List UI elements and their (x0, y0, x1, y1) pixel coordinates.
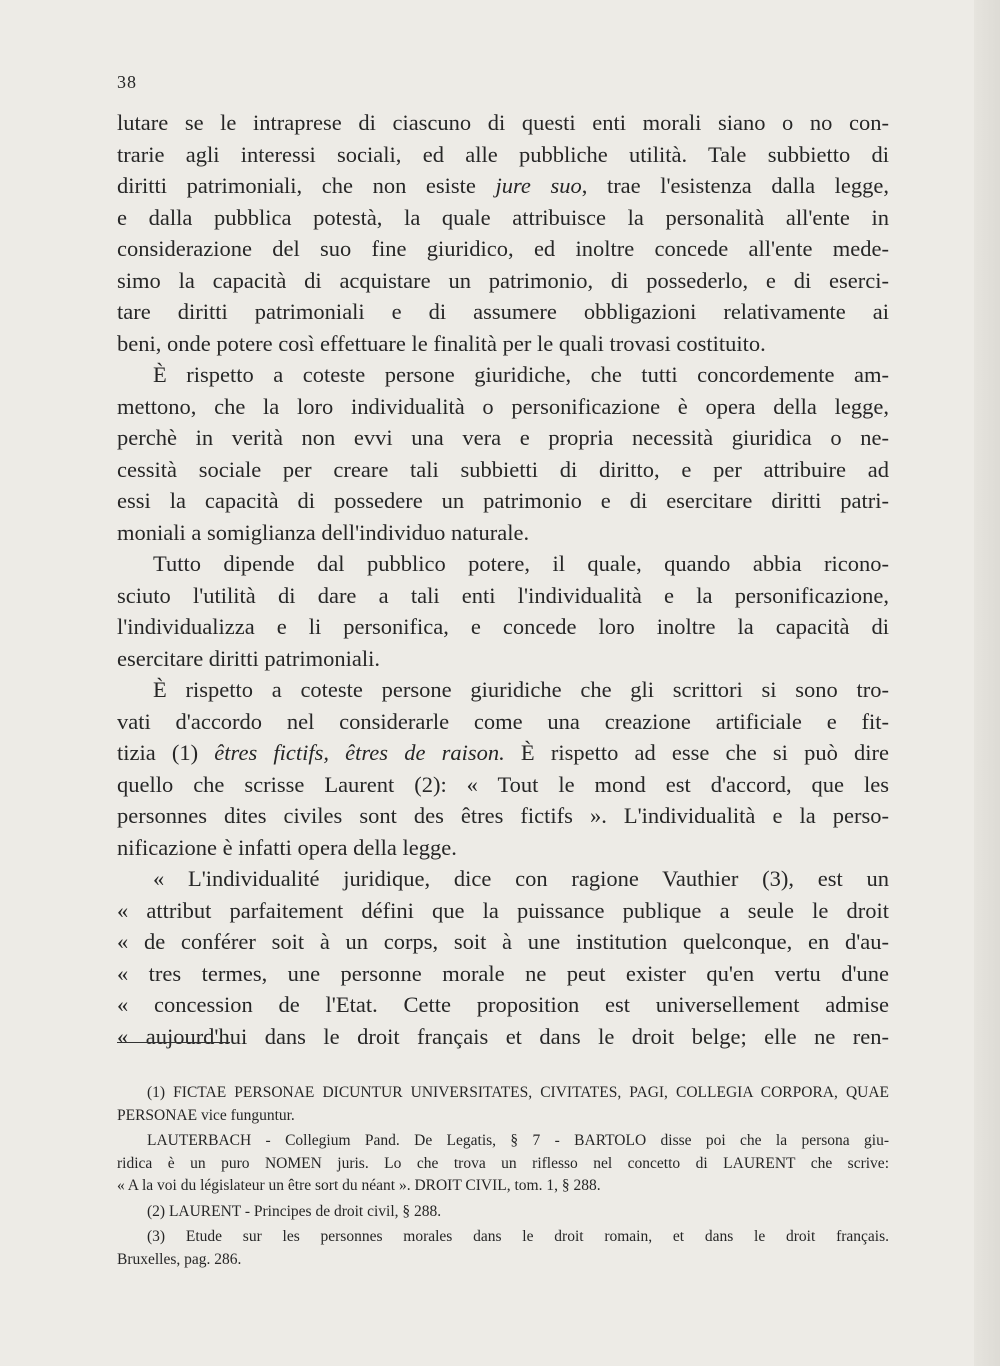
footnote-line: ridica è un puro NOMEN juris. Lo che trova un riflesso nel concetto di LAURENT che scrive: (117, 1154, 889, 1172)
body-line: « concession de l'Etat. Cette proposition est universellement admise (117, 992, 889, 1017)
body-line: essi la capacità di possedere un patrimonio e di esercitare diritti patri- (117, 488, 889, 513)
italic-phrase: jure suo (495, 173, 582, 198)
body-line: cessità sociale per creare tali subbietti di diritto, e per attribuire ad (117, 456, 889, 482)
footnotes (117, 1082, 889, 1271)
footnote-line: LAUTERBACH - Collegium Pand. De Legatis, § 7 - BARTOLO disse poi che la persona giu- (147, 1132, 889, 1149)
footnote-line: PERSONAE vice funguntur. (117, 1106, 295, 1124)
body-line: « aujourd'hui dans le droit français et dans le droit belge; elle ne ren- (117, 1023, 889, 1049)
page-number: 38 (117, 72, 137, 92)
body-line: simo la capacità di acquistare un patrimonio, di possederlo, e di eserci- (117, 267, 889, 293)
body-line: considerazione del suo fine giuridico, ed inoltre concede all'ente mede- (117, 236, 889, 261)
footnote-line: Bruxelles, pag. 286. (117, 1250, 242, 1268)
italic-phrase: êtres fictifs, êtres de raison. (214, 740, 505, 765)
footnote-line: « A la voi du législateur un être sort du néant ». DROIT CIVIL, tom. 1, § 288. (117, 1177, 601, 1194)
body-line: beni, onde potere così effettuare le finalità per le quali trovasi costituito. (117, 330, 766, 356)
body-line: sciuto l'utilità di dare a tali enti l'individualità e la personificazione, (117, 582, 889, 608)
footnote-separator (117, 1042, 230, 1043)
body-line: È rispetto a coteste persone giuridiche, che tutti concordemente am- (153, 362, 889, 387)
body-line: « tres termes, une personne morale ne peut exister qu'en vertu d'une (117, 960, 889, 986)
footnote-line: (1) FICTAE PERSONAE DICUNTUR UNIVERSITATES, CIVITATES, PAGI, COLLEGIA CORPORA, QUAE (147, 1084, 889, 1101)
footnote-line: (3) Etude sur les personnes morales dans le droit romain, et dans le droit français. (147, 1228, 889, 1245)
footnote-line: (2) LAURENT - Principes de droit civil, § 288. (147, 1202, 442, 1220)
body-line: mettono, che la loro individualità o personificazione è opera della legge, (117, 393, 889, 419)
body-line: « de conférer soit à un corps, soit à une institution quelconque, en d'au- (117, 929, 889, 954)
body-line: nificazione è infatti opera della legge. (117, 834, 457, 860)
body-line: moniali a somiglianza dell'individuo naturale. (117, 519, 530, 545)
body-line: « attribut parfaitement défini que la puissance publique a seule le droit (117, 897, 889, 923)
body-line: Tutto dipende dal pubblico potere, il quale, quando abbia ricono- (153, 551, 889, 576)
page-edge-shadow (974, 0, 1000, 1366)
body-line: e dalla pubblica potestà, la quale attribuisce la personalità all'ente in (117, 204, 889, 230)
body-line: perchè in verità non evvi una vera e propria necessità giuridica o ne- (117, 425, 889, 450)
body-line: esercitare diritti patrimoniali. (117, 645, 381, 671)
body-line: tare diritti patrimoniali e di assumere obbligazioni relativamente ai (117, 299, 889, 324)
body-line: l'individualizza e li personifica, e concede loro inoltre la capacità di (117, 614, 889, 639)
body-line: « L'individualité juridique, dice con ragione Vauthier (3), est un (153, 866, 889, 891)
body-line: tizia (1) êtres fictifs, êtres de raison. È rispetto ad esse che si può dire (117, 740, 889, 765)
body-line: diritti patrimoniali, che non esiste jure suo, trae l'esistenza dalla legge, (117, 173, 889, 198)
body-line: quello che scrisse Laurent (2): « Tout le mond est d'accord, que les (117, 771, 889, 797)
body-line: lutare se le intraprese di ciascuno di questi enti morali siano o no con- (117, 110, 889, 135)
body-line: trarie agli interessi sociali, ed alle pubbliche utilità. Tale subbietto di (117, 141, 889, 167)
body-line: vati d'accordo nel considerarle come una creazione artificiale e fit- (117, 708, 889, 734)
body-line: È rispetto a coteste persone giuridiche che gli scrittori si sono tro- (153, 677, 889, 702)
body-line: personnes dites civiles sont des êtres fictifs ». L'individualità e la perso- (117, 803, 889, 828)
body-text (117, 107, 889, 1052)
